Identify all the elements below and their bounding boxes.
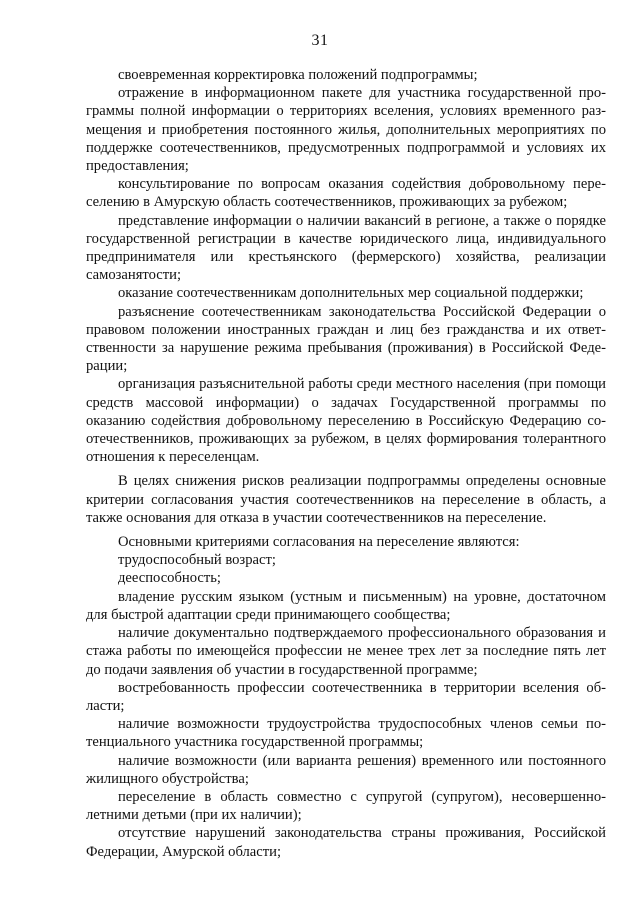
paragraph: наличие документально подтверждаемого профессионального образования и стажа работы по имеющейся профессии не менее трех лет за последние пять лет до подачи заявления об участии в государственной программе; bbox=[86, 625, 606, 678]
paragraph: востребованность профессии соотечественника в территории вселения области; bbox=[86, 679, 606, 714]
paragraph: консультирование по вопросам оказания содействия добровольному переселению в Амурскую область соотечественников, проживающих за рубежом; bbox=[86, 176, 606, 211]
paragraph: владение русским языком (устным и письменным) на уровне, достаточном для быстрой адаптации среди принимающего сообщества; bbox=[86, 588, 606, 623]
paragraph: наличие возможности (или варианта решения) временного или постоянного жилищного обустройства; bbox=[86, 752, 606, 787]
paragraph: В целях снижения рисков реализации подпрограммы определены основные критерии согласования участия соотечественников на переселение в область, а также основания для отказа в участии соотечественников на переселение. bbox=[86, 473, 606, 526]
paragraph: организация разъяснительной работы среди местного населения (при помощи средств массовой информации) о задачах Государственной программы по оказанию содействия добровольному переселению в Российскую Федерацию соотечественников, проживающих за рубежом, в целях формирования толерантного отношения к переселенцам. bbox=[86, 376, 606, 466]
page-number: 31 bbox=[311, 32, 329, 49]
paragraph: наличие возможности трудоустройства трудоспособных членов семьи потенциального участника государственной программы; bbox=[86, 716, 606, 751]
paragraph: представление информации о наличии вакансий в регионе, а также о порядке государственной регистрации в качестве юридического лица, индивидуального предпринимателя или крестьянского (фермерского) хозяйства, реализации самозанятости; bbox=[86, 212, 606, 284]
paragraph: Основными критериями согласования на переселение являются: bbox=[118, 534, 520, 551]
paragraph: отражение в информационном пакете для участника государственной программы полной информации о территориях вселения, условиях временного размещения и приобретения постоянного жилья, дополнительных мероприятиях по поддержке соотечественников, предусмотренных подпрограммой и условиях их предоставления; bbox=[86, 85, 606, 175]
paragraph: разъяснение соотечественникам законодательства Российской Федерации о правовом положении иностранных граждан и лиц без гражданства и их ответственности за нарушение режима пребывания (проживания) в Российской Федерации; bbox=[86, 303, 606, 375]
paragraph: своевременная корректировка положений подпрограммы; bbox=[118, 67, 478, 83]
paragraph: трудоспособный возраст; bbox=[118, 552, 276, 569]
paragraph: оказание соотечественникам дополнительных мер социальной поддержки; bbox=[118, 285, 584, 302]
paragraph: отсутствие нарушений законодательства страны проживания, Российской Федерации, Амурской области; bbox=[86, 825, 606, 860]
paragraph: переселение в область совместно с супругой (супругом), несовершеннолетними детьми (при их наличии); bbox=[86, 788, 606, 824]
document-body bbox=[86, 66, 606, 861]
paragraph: дееспособность; bbox=[118, 570, 221, 587]
